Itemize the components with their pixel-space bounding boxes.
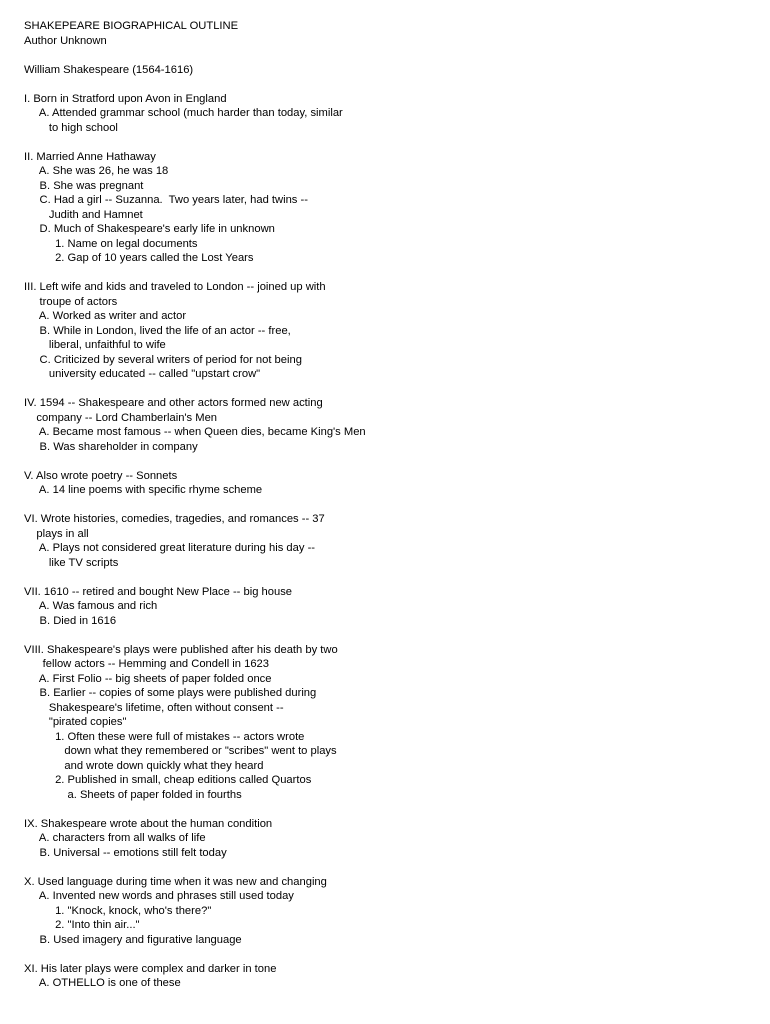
outline-line: Judith and Hamnet bbox=[24, 208, 143, 221]
outline-line: D. Much of Shakespeare's early life in unknown bbox=[24, 223, 275, 235]
outline-line: IV. 1594 -- Shakespeare and other actors formed new acting bbox=[24, 397, 323, 409]
outline-line: A. Became most famous -- when Queen dies, became King's Men bbox=[24, 426, 366, 438]
outline-line: 1. Often these were full of mistakes -- actors wrote bbox=[24, 730, 305, 743]
outline-line: IX. Shakespeare wrote about the human condition bbox=[24, 817, 273, 830]
document-author: Author Unknown bbox=[24, 34, 107, 47]
outline-line: C. Criticized by several writers of period for not being bbox=[24, 353, 302, 366]
outline-line: plays in all bbox=[24, 527, 89, 540]
outline-line: A. characters from all walks of life bbox=[24, 832, 206, 844]
outline-line: A. Invented new words and phrases still used today bbox=[24, 890, 294, 902]
outline-line: company -- Lord Chamberlain's Men bbox=[24, 411, 218, 424]
outline-line: B. Universal -- emotions still felt today bbox=[24, 846, 227, 859]
outline-line: "pirated copies" bbox=[24, 716, 127, 728]
outline-line: to high school bbox=[24, 121, 118, 134]
outline-line: 1. "Knock, knock, who's there?" bbox=[24, 904, 212, 917]
outline-line: university educated -- called "upstart crow" bbox=[24, 368, 261, 380]
outline-line: A. She was 26, he was 18 bbox=[24, 165, 169, 177]
outline-line: III. Left wife and kids and traveled to London -- joined up with bbox=[24, 281, 326, 293]
outline-line: A. Worked as writer and actor bbox=[24, 310, 187, 322]
outline-line: B. Used imagery and figurative language bbox=[24, 933, 242, 946]
outline-line: VII. 1610 -- retired and bought New Place -- big house bbox=[24, 585, 293, 598]
outline-line: X. Used language during time when it was new and changing bbox=[24, 875, 327, 888]
outline-line: I. Born in Stratford upon Avon in England bbox=[24, 92, 227, 105]
outline-line: liberal, unfaithful to wife bbox=[24, 339, 166, 351]
outline-line: 1. Name on legal documents bbox=[24, 237, 198, 250]
outline-line: B. Died in 1616 bbox=[24, 614, 117, 627]
outline-line: XI. His later plays were complex and darker in tone bbox=[24, 962, 277, 975]
outline-line: 2. Gap of 10 years called the Lost Years bbox=[24, 252, 254, 264]
outline-line: A. OTHELLO is one of these bbox=[24, 977, 181, 989]
outline-line: like TV scripts bbox=[24, 556, 119, 569]
outline-line: fellow actors -- Hemming and Condell in 1623 bbox=[24, 658, 269, 670]
outline-line: A. Attended grammar school (much harder than today, similar bbox=[24, 107, 343, 119]
outline-line: B. She was pregnant bbox=[24, 179, 144, 192]
outline-line: B. While in London, lived the life of an actor -- free, bbox=[24, 324, 291, 337]
outline-line: V. Also wrote poetry -- Sonnets bbox=[24, 469, 178, 482]
outline-line: Shakespeare's lifetime, often without consent -- bbox=[24, 701, 284, 714]
document-title: SHAKEPEARE BIOGRAPHICAL OUTLINE bbox=[24, 20, 239, 32]
outline-line: VIII. Shakespeare's plays were published after his death by two bbox=[24, 643, 338, 656]
outline-line: William Shakespeare (1564-1616) bbox=[24, 63, 194, 76]
outline-line: VI. Wrote histories, comedies, tragedies, and romances -- 37 bbox=[24, 513, 325, 525]
outline-line: down what they remembered or "scribes" went to plays bbox=[24, 745, 337, 757]
outline-line: 2. Published in small, cheap editions called Quartos bbox=[24, 774, 312, 786]
outline-line: a. Sheets of paper folded in fourths bbox=[24, 788, 242, 801]
outline-line: 2. "Into thin air..." bbox=[24, 919, 140, 931]
outline-line: A. Was famous and rich bbox=[24, 600, 158, 612]
outline-line: and wrote down quickly what they heard bbox=[24, 759, 264, 772]
outline-line: II. Married Anne Hathaway bbox=[24, 150, 156, 163]
outline-line: A. 14 line poems with specific rhyme scheme bbox=[24, 484, 263, 496]
outline-line: A. First Folio -- big sheets of paper folded once bbox=[24, 672, 272, 685]
outline-line: B. Earlier -- copies of some plays were published during bbox=[24, 687, 317, 699]
outline-line: C. Had a girl -- Suzanna. Two years later, had twins -- bbox=[24, 194, 308, 206]
outline-line: troupe of actors bbox=[24, 295, 118, 308]
outline-line: A. Plays not considered great literature during his day -- bbox=[24, 542, 316, 554]
outline-line: B. Was shareholder in company bbox=[24, 440, 198, 453]
